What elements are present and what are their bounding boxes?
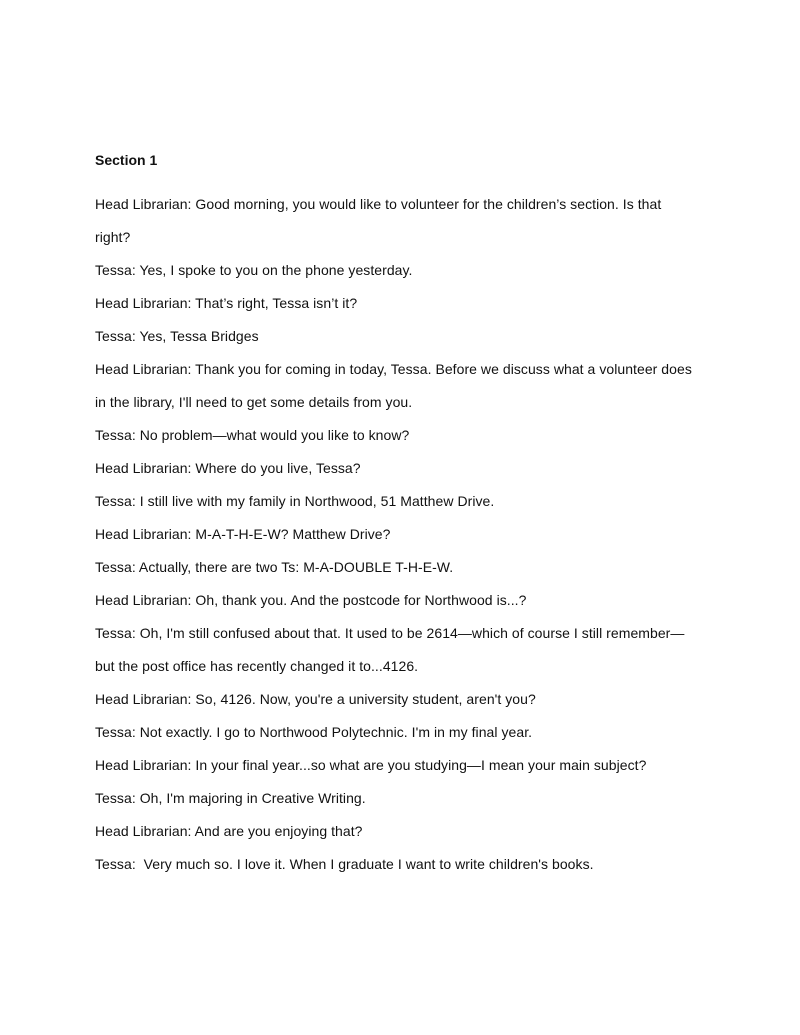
transcript-line: Tessa: Very much so. I love it. When I graduate I want to write children's books. bbox=[95, 856, 594, 872]
section-heading: Section 1 bbox=[95, 152, 158, 168]
transcript-line: Head Librarian: Where do you live, Tessa? bbox=[95, 460, 361, 476]
transcript-line: Tessa: Not exactly. I go to Northwood Polytechnic. I'm in my final year. bbox=[95, 724, 533, 740]
transcript-line: Tessa: I still live with my family in Northwood, 51 Matthew Drive. bbox=[95, 493, 495, 509]
transcript-line: Head Librarian: And are you enjoying that? bbox=[95, 823, 363, 839]
transcript-line: Tessa: Yes, Tessa Bridges bbox=[95, 328, 259, 344]
transcript-line: Head Librarian: Good morning, you would like to volunteer for the children’s section. Is that bbox=[95, 196, 662, 212]
transcript-line: Head Librarian: In your final year...so what are you studying—I mean your main subject? bbox=[95, 757, 647, 773]
transcript-line: Head Librarian: M-A-T-H-E-W? Matthew Drive? bbox=[95, 526, 391, 542]
transcript-line: Tessa: Yes, I spoke to you on the phone yesterday. bbox=[95, 262, 413, 278]
transcript-line: Head Librarian: Thank you for coming in today, Tessa. Before we discuss what a volunteer does bbox=[95, 361, 692, 377]
transcript-line: Tessa: Actually, there are two Ts: M-A-DOUBLE T-H-E-W. bbox=[95, 559, 454, 575]
document-page bbox=[95, 150, 735, 881]
transcript-line: Tessa: Oh, I'm still confused about that. It used to be 2614—which of course I still remember— bbox=[95, 625, 685, 641]
transcript bbox=[95, 188, 735, 881]
transcript-line: Head Librarian: That’s right, Tessa isn’t it? bbox=[95, 295, 358, 311]
transcript-line: Head Librarian: So, 4126. Now, you're a university student, aren't you? bbox=[95, 691, 536, 707]
transcript-line: Head Librarian: Oh, thank you. And the postcode for Northwood is...? bbox=[95, 592, 527, 608]
transcript-line: Tessa: Oh, I'm majoring in Creative Writing. bbox=[95, 790, 366, 806]
transcript-line: in the library, I'll need to get some details from you. bbox=[95, 394, 413, 410]
transcript-line: but the post office has recently changed it to...4126. bbox=[95, 658, 419, 674]
transcript-line: Tessa: No problem—what would you like to know? bbox=[95, 427, 410, 443]
transcript-line: right? bbox=[95, 229, 131, 245]
